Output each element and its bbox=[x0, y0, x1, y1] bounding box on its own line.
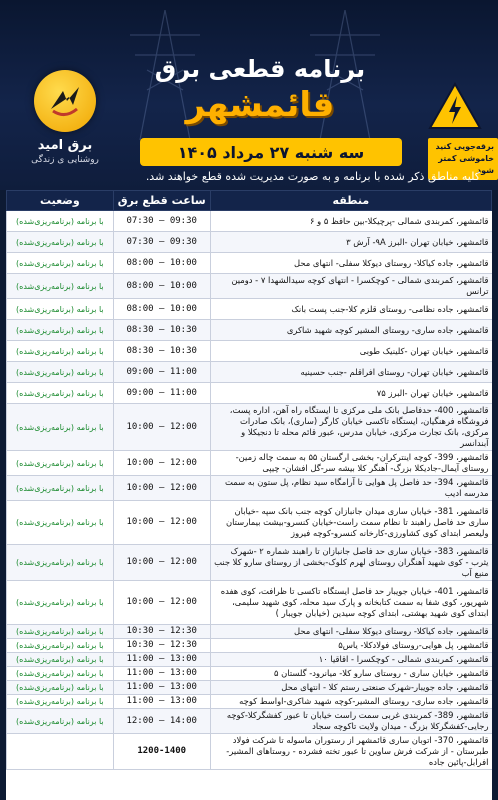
cell-status bbox=[7, 734, 114, 770]
table-row bbox=[7, 734, 492, 770]
cell-time: 12:00 — 10:00 bbox=[113, 581, 210, 625]
page-title: برنامه قطعی برق bbox=[154, 55, 366, 83]
cell-time: 12:00 — 10:00 bbox=[113, 404, 210, 451]
cell-status: با برنامه (برنامه‌ریزی‌شده) bbox=[7, 451, 114, 476]
cell-status: با برنامه (برنامه‌ریزی‌شده) bbox=[7, 545, 114, 581]
warning-icon bbox=[428, 82, 482, 130]
cell-area: قائمشهر، کمربندی شمالی - کوچکسرا - انتهای کوچه سیدالشهدا ۷ - دومین ترانس bbox=[210, 274, 491, 299]
date-badge: سه شنبه ۲۷ مرداد ۱۴۰۵ bbox=[140, 138, 402, 166]
cell-status: با برنامه (برنامه‌ریزی‌شده) bbox=[7, 274, 114, 299]
warning-panel bbox=[428, 82, 498, 180]
cell-status: با برنامه (برنامه‌ریزی‌شده) bbox=[7, 404, 114, 451]
notice-text: کلیه مناطق ذکر شده با برنامه و به صورت مدیریت شده قطع خواهند شد. bbox=[145, 170, 480, 183]
cell-time: 10:00 — 08:00 bbox=[113, 274, 210, 299]
column-header-time: ساعت قطع برق bbox=[113, 191, 210, 211]
cell-area: قائمشهر، خیابان تهران- روستای افراقلم -جنب حسینیه bbox=[210, 362, 491, 383]
cell-status: با برنامه (برنامه‌ریزی‌شده) bbox=[7, 709, 114, 734]
cell-status: با برنامه (برنامه‌ریزی‌شده) bbox=[7, 253, 114, 274]
cell-status: با برنامه (برنامه‌ریزی‌شده) bbox=[7, 476, 114, 501]
cell-area: قائمشهر، خیابان تهران -البرز ۷۵ bbox=[210, 383, 491, 404]
cell-area: قائمشهر، جاده کیاکلا- روستای دیوکلا سفلی- انتهای محل bbox=[210, 253, 491, 274]
cell-area: قائمشهر، 394- حد فاصل پل هوایی تا آرامگاه سید نظام، پل ستون به سمت مدرسه ادیب bbox=[210, 476, 491, 501]
cell-status: با برنامه (برنامه‌ریزی‌شده) bbox=[7, 625, 114, 639]
table-row bbox=[7, 341, 492, 362]
cell-time: 1200-1400 bbox=[113, 734, 210, 770]
table-row bbox=[7, 709, 492, 734]
cell-time: 11:00 — 09:00 bbox=[113, 383, 210, 404]
cell-area: قائمشهر، خیابان تهران -کلینیک طوبی bbox=[210, 341, 491, 362]
table-row bbox=[7, 653, 492, 667]
table-row bbox=[7, 545, 492, 581]
cell-area: قائمشهر، 399- کوچه اینترکران- بخشی ارگستان ۵۵ به سمت چاله زمین- روستای آیمال-جادیکلا بزرگ- آهنگر کلا بیشه سر-گل افشان- چیپی bbox=[210, 451, 491, 476]
cell-area: قائمشهر، 400- حدفاصل بانک ملی مرکزی تا ایستگاه راه آهن، اداره پست، فروشگاه فرهنگیان، ایستگاه تاکسی خیابان کارگر (ساری)، بانک صادرات مرکزی، بانک تجارت مرکزی، خیابان مدرس، عبور قائم محله تا دنجیکلا و آبندانسر bbox=[210, 404, 491, 451]
cell-area: قائمشهر، کمربندی شمالی -پرچیکلا-بین حافظ ۵ و ۶ bbox=[210, 211, 491, 232]
warning-line-1: برقه‌جویی کنید bbox=[435, 142, 494, 151]
cell-status: با برنامه (برنامه‌ریزی‌شده) bbox=[7, 667, 114, 681]
cell-status: با برنامه (برنامه‌ریزی‌شده) bbox=[7, 639, 114, 653]
cell-time: 13:00 — 11:00 bbox=[113, 695, 210, 709]
table-row bbox=[7, 581, 492, 625]
cell-time: 10:00 — 08:00 bbox=[113, 253, 210, 274]
table-row bbox=[7, 274, 492, 299]
cell-status: با برنامه (برنامه‌ریزی‌شده) bbox=[7, 299, 114, 320]
cell-area: قائمشهر، جاده ساری- روستای المشیر-کوچه شهید شاکری-اواسط کوچه bbox=[210, 695, 491, 709]
cell-time: 12:00 — 10:00 bbox=[113, 451, 210, 476]
table-row bbox=[7, 232, 492, 253]
cell-area: قائمشهر، کمربندی شمالی - کوچکسرا - اقاقیا ۱۰ bbox=[210, 653, 491, 667]
cell-time: 09:30 — 07:30 bbox=[113, 232, 210, 253]
cell-time: 14:00 — 12:00 bbox=[113, 709, 210, 734]
cell-status: با برنامه (برنامه‌ریزی‌شده) bbox=[7, 681, 114, 695]
lightning-logo-icon bbox=[34, 70, 96, 132]
table-row bbox=[7, 451, 492, 476]
table-row bbox=[7, 639, 492, 653]
header-banner bbox=[0, 0, 498, 190]
table-row bbox=[7, 476, 492, 501]
logo-title: برق امید bbox=[37, 138, 93, 153]
cell-status: با برنامه (برنامه‌ریزی‌شده) bbox=[7, 232, 114, 253]
cell-time: 12:30 — 10:30 bbox=[113, 639, 210, 653]
table-row bbox=[7, 383, 492, 404]
cell-status: با برنامه (برنامه‌ریزی‌شده) bbox=[7, 320, 114, 341]
cell-area: قائمشهر، جاده جویبار-شهرک صنعتی رستم کلا - انتهای محل bbox=[210, 681, 491, 695]
cell-time: 12:00 — 10:00 bbox=[113, 545, 210, 581]
cell-status: با برنامه (برنامه‌ریزی‌شده) bbox=[7, 695, 114, 709]
cell-status: با برنامه (برنامه‌ریزی‌شده) bbox=[7, 211, 114, 232]
cell-area: قائمشهر، خیابان تهران -البرز ۹A- آرش ۳ bbox=[210, 232, 491, 253]
logo-subtitle: روشنایی ی زندگی bbox=[31, 155, 99, 165]
cell-area: قائمشهر، پل هوایی-روستای فولادکلا- یاس۵ bbox=[210, 639, 491, 653]
cell-area: قائمشهر، جاده کیاکلا- روستای دیوکلا سفلی- انتهای محل bbox=[210, 625, 491, 639]
outage-table-container bbox=[6, 190, 492, 800]
cell-time: 11:00 — 09:00 bbox=[113, 362, 210, 383]
warning-line-2: خاموشی کمتر شود bbox=[438, 154, 494, 175]
table-row bbox=[7, 501, 492, 545]
cell-area: قائمشهر، خیابان ساری - روستای سارو کلا- میانرود- گلستان ۵ bbox=[210, 667, 491, 681]
column-header-status: وضعیت bbox=[7, 191, 114, 211]
cell-status: با برنامه (برنامه‌ریزی‌شده) bbox=[7, 581, 114, 625]
table-row bbox=[7, 299, 492, 320]
cell-time: 12:00 — 10:00 bbox=[113, 501, 210, 545]
cell-area: قائمشهر، 370- اتوبان ساری قائمشهر از رستوران ماسوله تا شرکت فولاد طبرستان - از شرکت فرش ساوین تا عبور تخته فشرده - روستاهای المشیر-افرابل-پائین جاده bbox=[210, 734, 491, 770]
cell-area: قائمشهر، 381- خیابان ساری میدان جانبازان کوچه جنب بانک سپه -خیابان ساری حد فاصل راهبند تا نظام سمت راست-خیابان کنسرو-بیشت بیمارستان ولیعصر ابتدای کوی کشاورزی-کارخانه کنسرو-کوچه فیروز bbox=[210, 501, 491, 545]
cell-time: 10:00 — 08:00 bbox=[113, 299, 210, 320]
outage-table bbox=[6, 190, 492, 770]
cell-status: با برنامه (برنامه‌ریزی‌شده) bbox=[7, 383, 114, 404]
cell-status: با برنامه (برنامه‌ریزی‌شده) bbox=[7, 341, 114, 362]
cell-time: 13:00 — 11:00 bbox=[113, 653, 210, 667]
cell-time: 13:00 — 11:00 bbox=[113, 667, 210, 681]
cell-time: 12:30 — 10:30 bbox=[113, 625, 210, 639]
column-header-area: منطقه bbox=[210, 191, 491, 211]
cell-area: قائمشهر، جاده ساری- روستای المشیر کوچه شهید شاکری bbox=[210, 320, 491, 341]
table-row bbox=[7, 667, 492, 681]
cell-area: قائمشهر، جاده نظامی- روستای قلزم کلا-جنب پست بانک bbox=[210, 299, 491, 320]
cell-time: 09:30 — 07:30 bbox=[113, 211, 210, 232]
cell-status: با برنامه (برنامه‌ریزی‌شده) bbox=[7, 653, 114, 667]
cell-area: قائمشهر، 401- خیابان جویبار حد فاصل ایستگاه تاکسی تا ظرافت، کوی هفده شهریور، کوی شفا به سمت کتابخانه و پارک سید محله، کوی شهید سلیمی، ابتدای کوی شهید بهشتی، ابتدای کوچه سیدین (خیابان جویبار ) bbox=[210, 581, 491, 625]
table-body bbox=[7, 211, 492, 770]
table-row bbox=[7, 695, 492, 709]
company-logo bbox=[20, 70, 110, 165]
table-row bbox=[7, 320, 492, 341]
cell-time: 13:00 — 11:00 bbox=[113, 681, 210, 695]
table-row bbox=[7, 681, 492, 695]
table-row bbox=[7, 362, 492, 383]
table-row bbox=[7, 211, 492, 232]
cell-time: 12:00 — 10:00 bbox=[113, 476, 210, 501]
cell-area: قائمشهر، 389- کمربندی غربی سمت راست خیابان تا عبور کفشگرکلا-کوچه رجایی-کفشگرکلا بزرگ - میدان ولایت تاکوچه سجاد bbox=[210, 709, 491, 734]
cell-time: 10:30 — 08:30 bbox=[113, 320, 210, 341]
table-row bbox=[7, 404, 492, 451]
cell-status: با برنامه (برنامه‌ریزی‌شده) bbox=[7, 362, 114, 383]
cell-area: قائمشهر، 383- خیابان ساری حد فاصل جانبازان تا راهبند شماره ۲ -شهرک یثرب - کوی شهید آهنگران روستای لهرم کلوک-بخشی از روستای سارو کلا جنب منبع آب bbox=[210, 545, 491, 581]
cell-status: با برنامه (برنامه‌ریزی‌شده) bbox=[7, 501, 114, 545]
table-header-row bbox=[7, 191, 492, 211]
table-row bbox=[7, 253, 492, 274]
table-row bbox=[7, 625, 492, 639]
cell-time: 10:30 — 08:30 bbox=[113, 341, 210, 362]
city-title: قائمشهر bbox=[185, 85, 335, 125]
